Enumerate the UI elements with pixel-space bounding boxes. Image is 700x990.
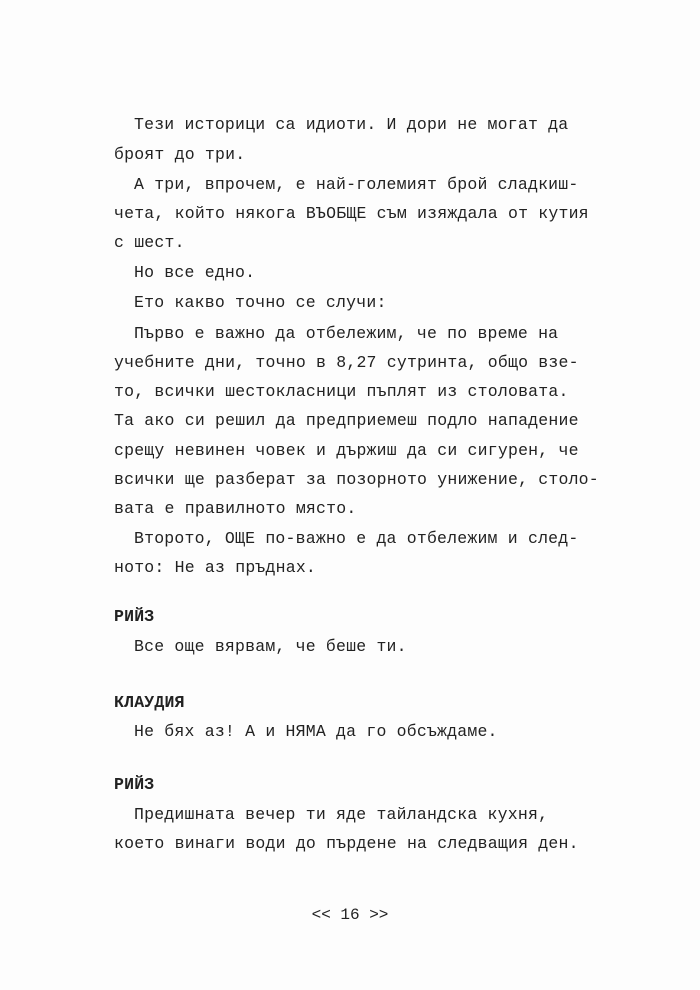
text-line: срещу невинен човек и държиш да си сигурен, че [114, 441, 579, 460]
text-line: Първо е важно да отбележим, че по време на [134, 324, 559, 343]
text-line: ното: Не аз пръднах. [114, 558, 317, 577]
dialogue-line: Все още вярвам, че беше ти. [134, 637, 407, 656]
text-line: чета, който някога ВЪОБЩЕ съм изяждала от кутия [114, 204, 589, 223]
text-line: Но все едно. [134, 263, 256, 282]
text-line: с шест. [114, 233, 185, 252]
dialogue-line: Не бях аз! А и НЯМА да го обсъждаме. [134, 722, 498, 741]
text-line: всички ще разберат за позорното унижение, столо- [114, 470, 599, 489]
text-line: А три, впрочем, е най-големият брой сладкиш- [134, 175, 579, 194]
speaker-name: РИЙЗ [114, 775, 155, 794]
text-line: броят до три. [114, 145, 246, 164]
dialogue-line: Предишната вечер ти яде тайландска кухня, [134, 805, 549, 824]
text-line: Та ако си решил да предприемеш подло нападение [114, 411, 579, 430]
page-number: << 16 >> [311, 906, 389, 924]
text-line: Второто, ОЩЕ по-важно е да отбележим и след- [134, 529, 579, 548]
text-line: Ето какво точно се случи: [134, 293, 387, 312]
text-line: вата е правилното място. [114, 499, 357, 518]
text-line: то, всички шестокласници пъплят из столовата. [114, 382, 569, 401]
dialogue-line: което винаги води до пърдене на следващия ден. [114, 834, 579, 853]
speaker-name: КЛАУДИЯ [114, 693, 185, 712]
text-line: Тези историци са идиоти. И дори не могат да [134, 115, 569, 134]
speaker-name: РИЙЗ [114, 607, 155, 626]
text-line: учебните дни, точно в 8,27 сутринта, общо взе- [114, 353, 579, 372]
